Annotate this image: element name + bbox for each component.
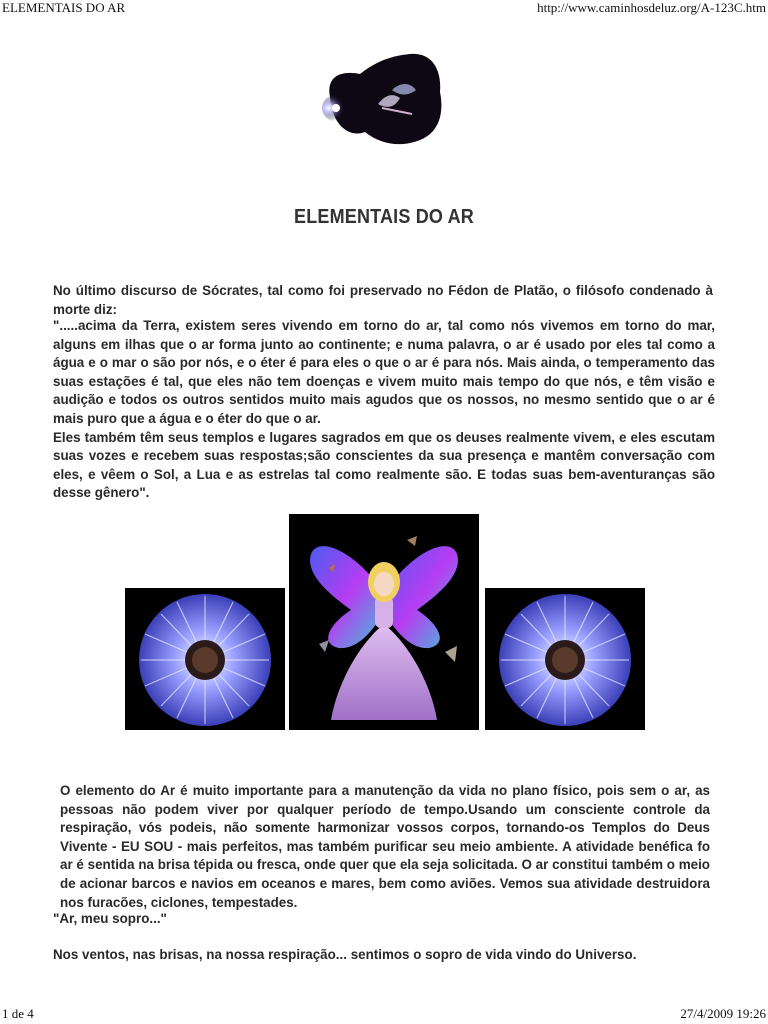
article-title: ELEMENTAIS DO AR xyxy=(294,206,474,228)
glowing-fairy-image xyxy=(320,52,446,152)
butterfly-fairy-image xyxy=(289,514,479,730)
air-element-paragraph: O elemento do Ar é muito importante para a manutenção da vida no plano físico, pois sem o ar, as pessoas não podem viver por qualquer período de tempo.Usando um consciente controle da respiração, vós podeis, não somente harmonizar vossos corpos, tornando-os Templos do Deus Vivente - EU SOU - mais perfeitos, mas também purificar seu meio ambiente. A atividade benéfica fo ar é sentida na brisa tépida ou fresca, onde quer que ela seja solicitada. O ar constitui também o meio de acionar barcos e navios em oceanos e mares, bem como aviões. Vemos sua atividade destruidora nos furacões, ciclones, tempestades. xyxy=(60,783,710,910)
ventos-line: Nos ventos, nas brisas, na nossa respiração... sentimos o sopro de vida vindo do Universo. xyxy=(53,947,637,962)
blue-flower-image xyxy=(125,588,285,730)
socrates-quote xyxy=(53,317,715,503)
print-datetime: 27/4/2009 19:26 xyxy=(680,1006,766,1021)
intro-paragraph: No último discurso de Sócrates, tal como foi preservado no Fédon de Platão, o filósofo condenado à morte diz: xyxy=(53,283,713,317)
blue-flower-image xyxy=(485,588,645,730)
page-number: 1 de 4 xyxy=(2,1006,34,1021)
quote-paragraph-2: Eles também têm seus templos e lugares sagrados em que os deuses realmente vivem, e eles escutam suas vozes e recebem suas respostas;são conscientes da sua presença e mantêm conversação com eles, e vêem o Sol, a Lua e as estrelas tal como realmente são. E todas suas bem-aventuranças são desse gênero". xyxy=(53,429,715,501)
header-url[interactable]: http://www.caminhosdeluz.org/A-123C.htm xyxy=(537,0,766,15)
quote-paragraph-1: ".....acima da Terra, existem seres vivendo em torno do ar, tal como nós vivemos em torno do mar, alguns em ilhas que o ar forma junto ao continente; e numa palavra, o ar é usado por eles tal como a água e o mar o são por nós, e o éter é para eles o que o ar é para nós. Mais ainda, o temperamento das suas estações é tal, que eles não tem doenças e vivem muito mais tempo do que nós, e têm visão e audição e todos os outros sentidos muito mais agudos que os nossos, no mesmo sentido que o ar é mais puro que a água e o éter do que o ar. xyxy=(53,318,715,426)
ar-quote-line: "Ar, meu sopro..." xyxy=(53,911,167,926)
header-title: ELEMENTAIS DO AR xyxy=(2,0,126,15)
